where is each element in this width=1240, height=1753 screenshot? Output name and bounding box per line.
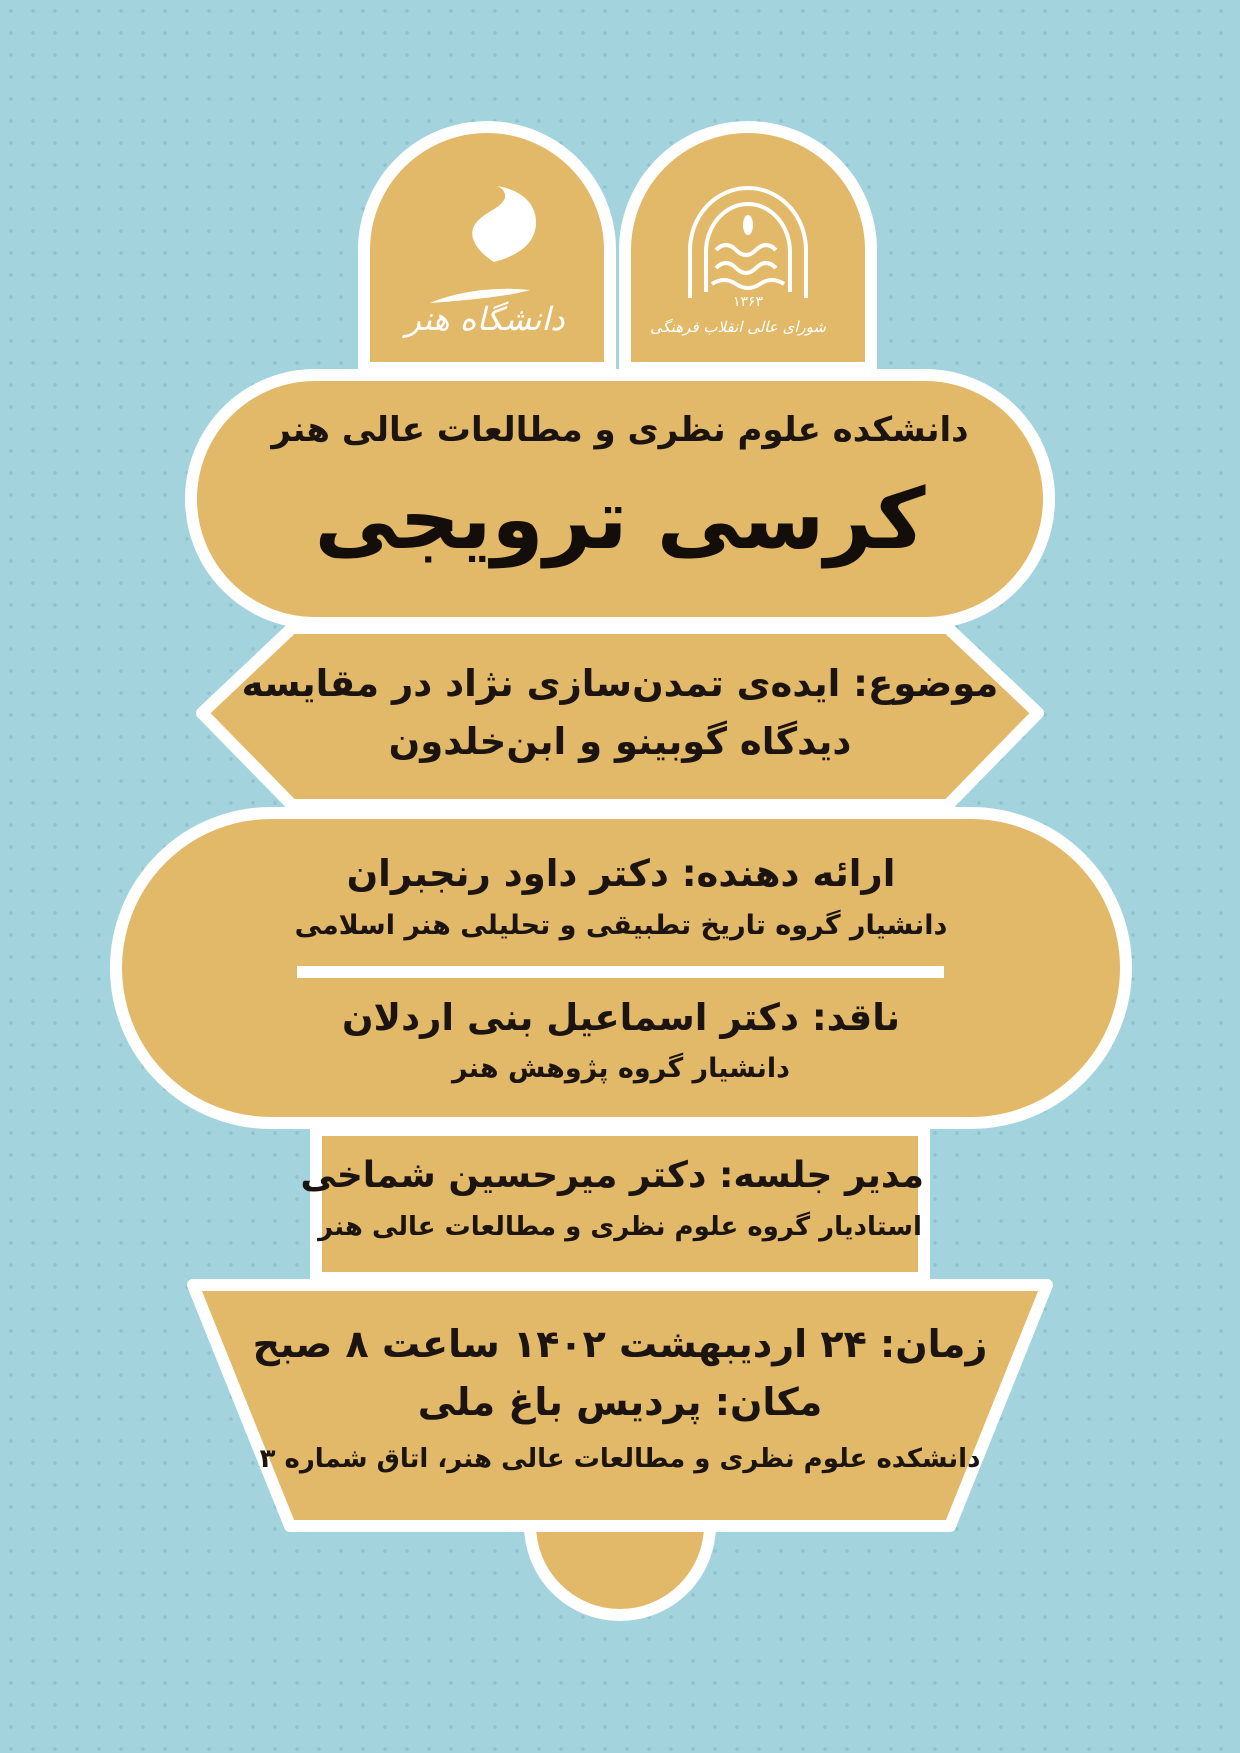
council-seal-text: شورای عالی انقلاب فرهنگی [649,318,826,336]
topic-line-1: موضوع: ایده‌ی تمدن‌سازی نژاد در مقایسه [241,662,999,705]
page-title: کرسی ترویجی [314,470,926,568]
event-room: دانشکده علوم نظری و مطالعات عالی هنر، اتاق شماره ۳ [259,1444,981,1474]
critic-name: ناقد: دکتر اسماعیل بنی اردلان [341,996,901,1039]
moderator-role: استادیار گروه علوم نظری و مطالعات عالی هنر [318,1212,922,1242]
art-university-logo-text: دانشگاه هنر [405,300,565,338]
event-time: زمان: ۲۴ اردیبهشت ۱۴۰۲ ساعت ۸ صبح [252,1322,988,1366]
council-seal-year: ۱۳۶۳ [732,294,764,310]
presenter-name: ارائه دهنده: دکتر داود رنجبران [346,852,896,895]
event-place: مکان: پردیس باغ ملی [417,1380,823,1424]
moderator-panel [300,1130,924,1278]
topic-panel [202,628,1038,805]
faculty-name: دانشکده علوم نظری و مطالعات عالی هنر [271,410,969,450]
speakers-divider [297,966,944,978]
moderator-name: مدیر جلسه: دکتر میرحسین شماخی [300,1155,924,1196]
critic-role: دانشیار گروه پژوهش هنر [452,1053,790,1084]
presenter-role: دانشیار گروه تاریخ تطبیقی و تحلیلی هنر اسلامی [294,910,948,941]
topic-line-2: دیدگاه گوبینو و ابن‌خلدون [388,720,852,763]
